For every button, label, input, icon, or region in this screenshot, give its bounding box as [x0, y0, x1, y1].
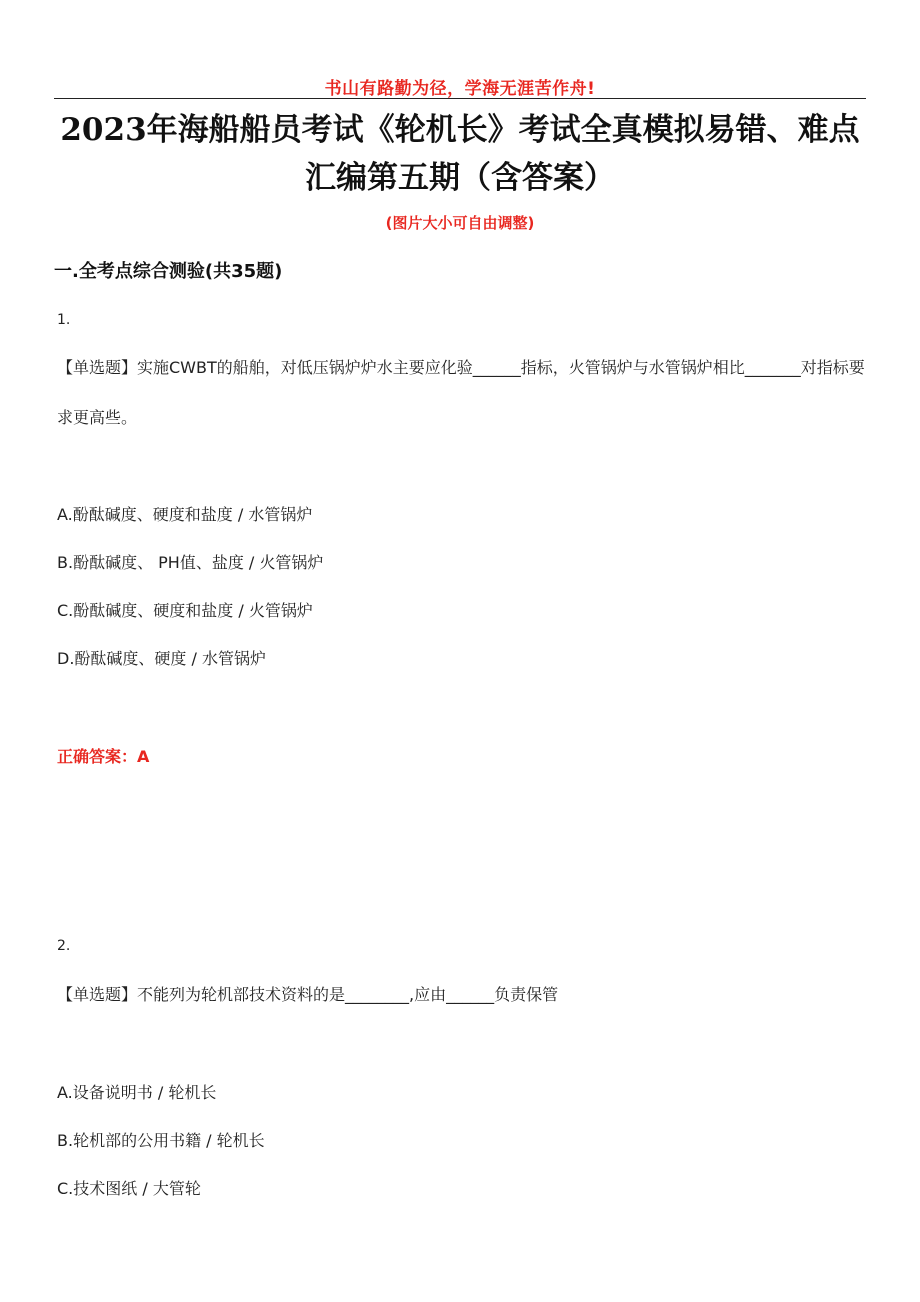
option-c: C.技术图纸 / 大管轮: [57, 1179, 201, 1198]
option-a: A.酚酞碱度、硬度和盐度 / 水管锅炉: [57, 505, 313, 524]
question-number: 2.: [57, 938, 71, 954]
option-a: A.设备说明书 / 轮机长: [57, 1083, 217, 1102]
image-resize-note: (图片大小可自由调整): [385, 214, 535, 232]
option-d: D.酚酞碱度、硬度 / 水管锅炉: [57, 649, 266, 668]
question-number: 1.: [57, 312, 71, 328]
header-motto: 书山有路勤为径，学海无涯苦作舟!: [324, 79, 596, 99]
section-heading: 一.全考点综合测验(共35题): [54, 261, 283, 282]
option-c: C.酚酞碱度、硬度和盐度 / 火管锅炉: [57, 601, 313, 620]
option-b: B.轮机部的公用书籍 / 轮机长: [57, 1131, 265, 1150]
page-title: 2023年海船船员考试《轮机长》考试全真模拟易错、难点汇编第五期（含答案）: [60, 112, 860, 196]
option-b: B.酚酞碱度、 PH值、盐度 / 火管锅炉: [57, 553, 324, 572]
question-stem: 【单选题】实施CWBT的船舶，对低压锅炉炉水主要应化验______指标，火管锅炉与水管锅炉相比_______对指标要求更高些。: [57, 358, 865, 427]
question-stem: 【单选题】不能列为轮机部技术资料的是________,应由______负责保管: [57, 985, 559, 1004]
header-divider: [54, 98, 866, 99]
correct-answer: 正确答案：A: [57, 747, 150, 766]
